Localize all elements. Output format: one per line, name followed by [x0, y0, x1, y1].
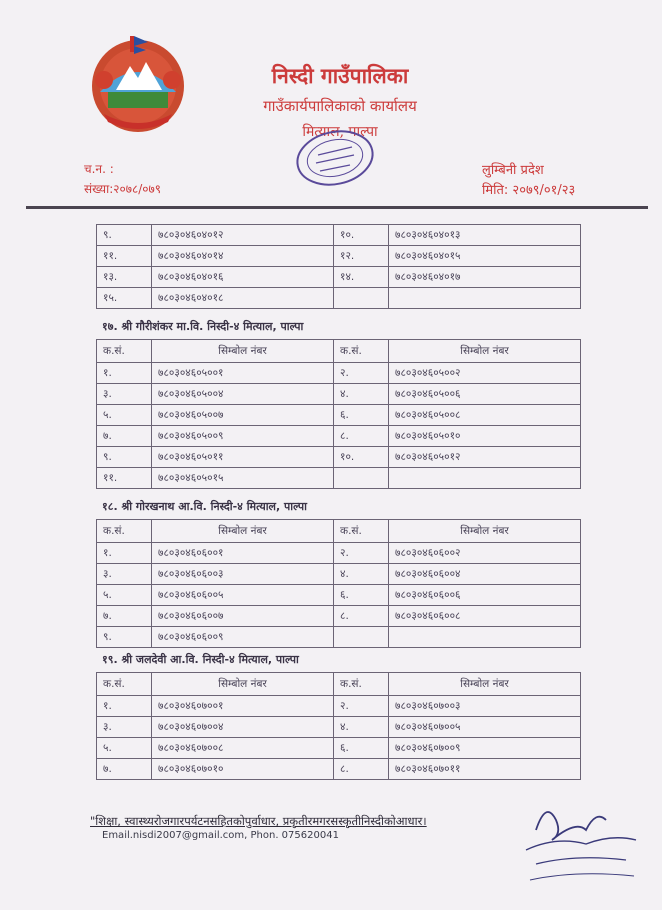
symbol-number-cell: ७८०३०४६०५०१०	[389, 426, 581, 447]
table-section-18	[96, 519, 581, 648]
symbol-number-cell: ७८०३०४६०५००९	[152, 426, 334, 447]
serial-cell: ८.	[334, 759, 389, 780]
col-sn: क.सं.	[97, 520, 152, 543]
symbol-number-cell: ७८०३०४६०७००९	[389, 738, 581, 759]
section-17-title: १७. श्री गौरीशंकर मा.वि. निस्दी-४ मित्याल, पाल्पा	[102, 320, 304, 333]
symbol-number-cell: ७८०३०४६०५००२	[389, 363, 581, 384]
symbol-number-cell: ७८०३०४६०५००६	[389, 384, 581, 405]
serial-cell: ७.	[97, 606, 152, 627]
col-symbol: सिम्बोल नंबर	[389, 340, 581, 363]
symbol-number-cell: ७८०३०४६०४०१७	[389, 267, 581, 288]
table-continued	[96, 224, 581, 309]
ref-label: च.न. :	[84, 162, 114, 176]
serial-cell: ३.	[97, 384, 152, 405]
serial-cell: ९.	[97, 225, 152, 246]
symbol-number-cell: ७८०३०४६०६००८	[389, 606, 581, 627]
serial-cell	[334, 288, 389, 309]
office-stamp-icon	[290, 125, 380, 191]
symbol-number-cell	[389, 627, 581, 648]
symbol-number-cell: ७८०३०४६०६००१	[152, 543, 334, 564]
table-row	[97, 267, 581, 288]
footer-slogan: "शिक्षा, स्वास्थ्यरोजगारपर्यटनसहितकोपुर्वाधार, प्रकृतीरमगरसस्कृतीनिस्दीकोआधार।	[90, 814, 427, 828]
serial-cell: १४.	[334, 267, 389, 288]
symbol-number-cell: ७८०३०४६०६००३	[152, 564, 334, 585]
officer-signature-icon	[516, 790, 646, 890]
serial-cell: २.	[334, 543, 389, 564]
serial-cell: ५.	[97, 405, 152, 426]
serial-cell: १३.	[97, 267, 152, 288]
col-sn: क.सं.	[97, 673, 152, 696]
symbol-number-cell	[389, 288, 581, 309]
table-row	[97, 738, 581, 759]
letter-number: संख्या:२०७८/०७९	[84, 182, 161, 196]
symbol-number-cell: ७८०३०४६०६००४	[389, 564, 581, 585]
symbol-number-cell: ७८०३०४६०७००८	[152, 738, 334, 759]
serial-cell: ६.	[334, 405, 389, 426]
table-row	[97, 384, 581, 405]
section-18-title: १८. श्री गोरखनाथ आ.वि. निस्दी-४ मित्याल, पाल्पा	[102, 500, 307, 513]
serial-cell: १०.	[334, 225, 389, 246]
province: लुम्बिनी प्रदेश	[482, 163, 544, 178]
table-row	[97, 606, 581, 627]
serial-cell: १.	[97, 543, 152, 564]
serial-cell: ११.	[97, 468, 152, 489]
table-row	[97, 564, 581, 585]
symbol-number-cell: ७८०३०४६०५०१२	[389, 447, 581, 468]
serial-cell: १२.	[334, 246, 389, 267]
symbol-number-list	[96, 224, 580, 780]
serial-cell: ८.	[334, 606, 389, 627]
serial-cell	[334, 627, 389, 648]
symbol-number-cell: ७८०३०४६०६००६	[389, 585, 581, 606]
footer-contact: Email.nisdi2007@gmail.com, Phon. 075620041	[102, 830, 339, 841]
col-symbol: सिम्बोल नंबर	[389, 673, 581, 696]
symbol-number-cell: ७८०३०४६०४०१३	[389, 225, 581, 246]
table-row	[97, 543, 581, 564]
serial-cell: १.	[97, 696, 152, 717]
col-symbol: सिम्बोल नंबर	[152, 340, 334, 363]
symbol-number-cell: ७८०३०४६०६००५	[152, 585, 334, 606]
symbol-number-cell: ७८०३०४६०४०१६	[152, 267, 334, 288]
serial-cell: ४.	[334, 717, 389, 738]
table-row	[97, 288, 581, 309]
serial-cell: ४.	[334, 384, 389, 405]
serial-cell: ७.	[97, 759, 152, 780]
table-row	[97, 405, 581, 426]
serial-cell	[334, 468, 389, 489]
serial-cell: ७.	[97, 426, 152, 447]
table-section-19	[96, 672, 581, 780]
serial-cell: ३.	[97, 717, 152, 738]
serial-cell: ६.	[334, 738, 389, 759]
col-sn: क.सं.	[334, 673, 389, 696]
col-symbol: सिम्बोल नंबर	[152, 673, 334, 696]
symbol-number-cell: ७८०३०४६०५०१५	[152, 468, 334, 489]
letter-date: मिति: २०७९/०१/२३	[482, 183, 576, 198]
symbol-number-cell: ७८०३०४६०५००१	[152, 363, 334, 384]
symbol-number-cell: ७८०३०४६०६००९	[152, 627, 334, 648]
symbol-number-cell: ७८०३०४६०७००३	[389, 696, 581, 717]
table-row	[97, 696, 581, 717]
col-symbol: सिम्बोल नंबर	[152, 520, 334, 543]
col-symbol: सिम्बोल नंबर	[389, 520, 581, 543]
table-row	[97, 717, 581, 738]
serial-cell: १५.	[97, 288, 152, 309]
symbol-number-cell: ७८०३०४६०७००१	[152, 696, 334, 717]
symbol-number-cell: ७८०३०४६०५००८	[389, 405, 581, 426]
table-section-17	[96, 339, 581, 489]
office-address: मित्याल, पाल्पा	[302, 124, 378, 140]
symbol-number-cell: ७८०३०४६०५०११	[152, 447, 334, 468]
symbol-number-cell: ७८०३०४६०७०१०	[152, 759, 334, 780]
symbol-number-cell: ७८०३०४६०४०१५	[389, 246, 581, 267]
table-row	[97, 246, 581, 267]
symbol-number-cell: ७८०३०४६०६००७	[152, 606, 334, 627]
serial-cell: २.	[334, 696, 389, 717]
table-row	[97, 759, 581, 780]
symbol-number-cell: ७८०३०४६०४०१२	[152, 225, 334, 246]
serial-cell: १०.	[334, 447, 389, 468]
symbol-number-cell: ७८०३०४६०७०११	[389, 759, 581, 780]
col-sn: क.सं.	[97, 340, 152, 363]
serial-cell: ५.	[97, 738, 152, 759]
serial-cell: ४.	[334, 564, 389, 585]
serial-cell: १.	[97, 363, 152, 384]
symbol-number-cell: ७८०३०४६०७००५	[389, 717, 581, 738]
symbol-number-cell: ७८०३०४६०५००७	[152, 405, 334, 426]
municipality-title: निस्दी गाउँपालिका	[271, 63, 409, 88]
serial-cell: ६.	[334, 585, 389, 606]
table-row	[97, 426, 581, 447]
office-name: गाउँकार्यपालिकाको कार्यालय	[263, 97, 417, 115]
symbol-number-cell: ७८०३०४६०५००४	[152, 384, 334, 405]
symbol-number-cell	[389, 468, 581, 489]
col-sn: क.सं.	[334, 340, 389, 363]
table-row	[97, 627, 581, 648]
symbol-number-cell: ७८०३०४६०६००२	[389, 543, 581, 564]
serial-cell: ५.	[97, 585, 152, 606]
serial-cell: ८.	[334, 426, 389, 447]
header-divider	[26, 206, 648, 209]
serial-cell: ३.	[97, 564, 152, 585]
nepal-emblem-icon	[82, 32, 194, 136]
col-sn: क.सं.	[334, 520, 389, 543]
serial-cell: २.	[334, 363, 389, 384]
table-row	[97, 447, 581, 468]
table-row	[97, 363, 581, 384]
serial-cell: ११.	[97, 246, 152, 267]
symbol-number-cell: ७८०३०४६०७००४	[152, 717, 334, 738]
symbol-number-cell: ७८०३०४६०४०१८	[152, 288, 334, 309]
serial-cell: ९.	[97, 447, 152, 468]
section-19-title: १९. श्री जलदेवी आ.वि. निस्दी-४ मित्याल, पाल्पा	[102, 653, 299, 666]
table-row	[97, 585, 581, 606]
serial-cell: ९.	[97, 627, 152, 648]
table-row	[97, 225, 581, 246]
table-row	[97, 468, 581, 489]
symbol-number-cell: ७८०३०४६०४०१४	[152, 246, 334, 267]
